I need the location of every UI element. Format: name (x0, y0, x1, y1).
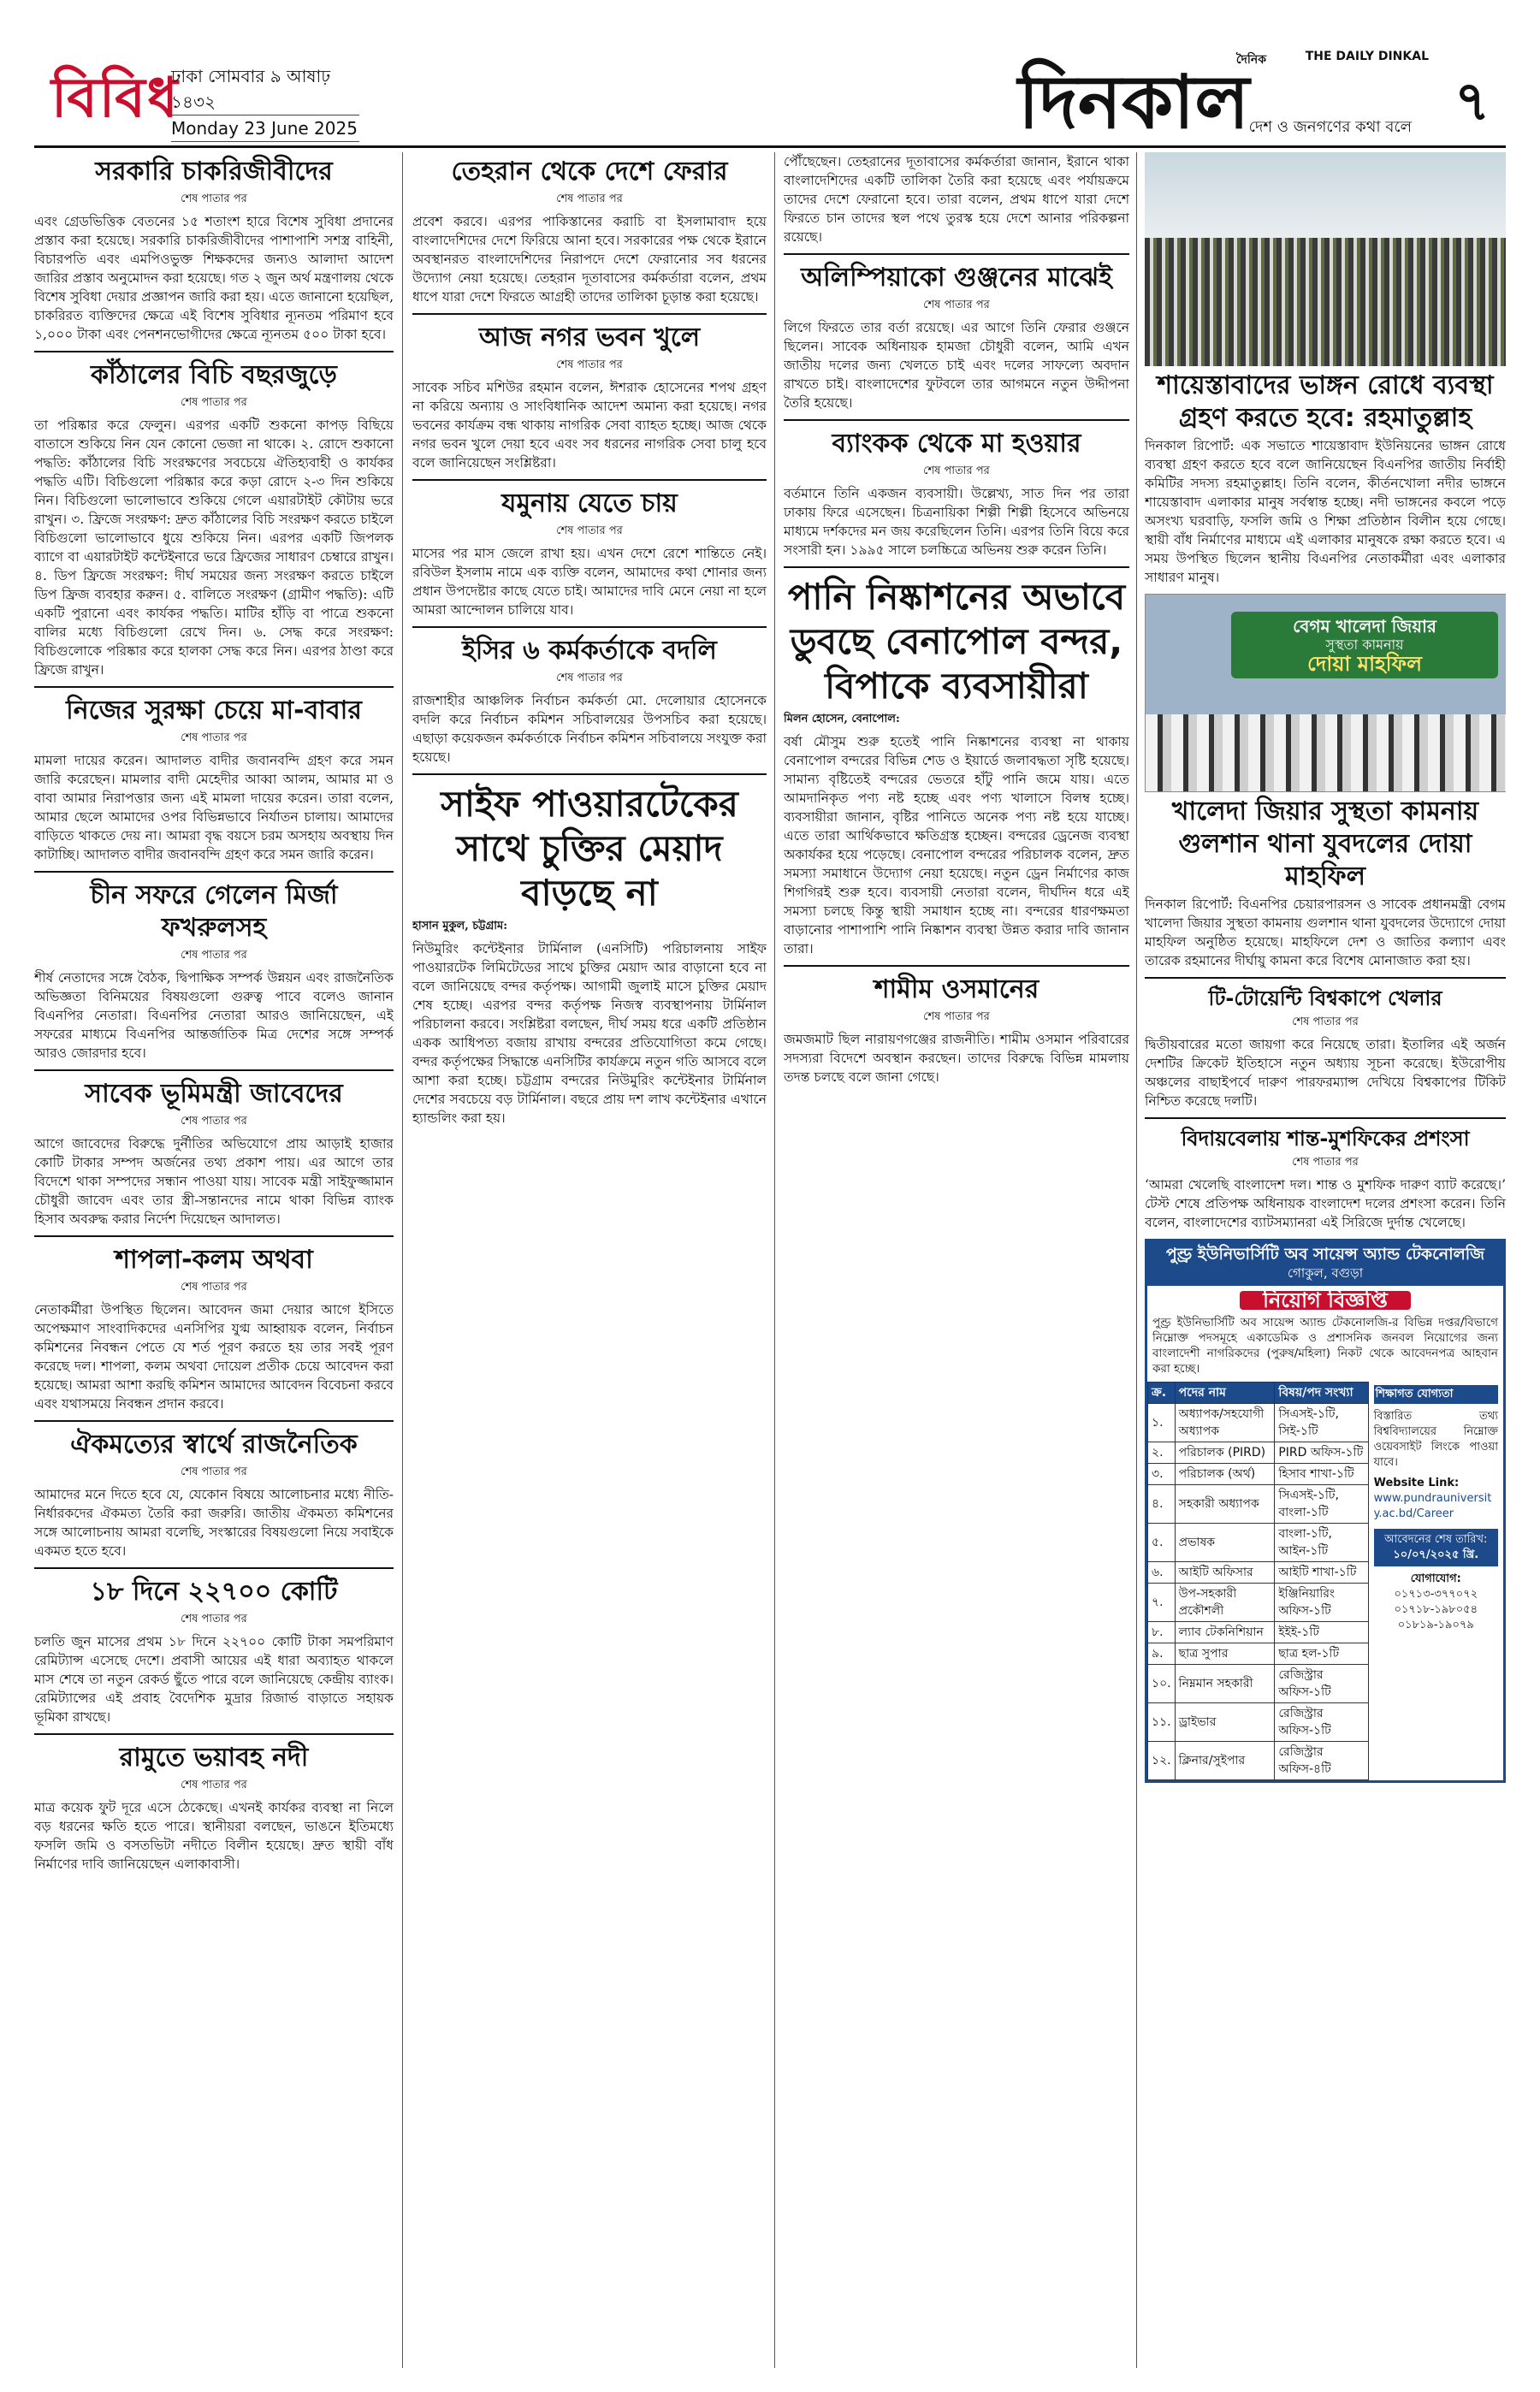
column-divider (402, 152, 403, 2368)
page-number: ৭ (1454, 70, 1490, 133)
table-cell: ৪. (1148, 1485, 1176, 1524)
table-cell: ল্যাব টেকনিশিয়ান (1175, 1622, 1275, 1643)
headline: আজ নগর ভবন খুলে (478, 323, 701, 352)
article-body: রাজশাহীর আঞ্চলিক নির্বাচন কর্মকর্তা মো. দেলোয়ার হোসেনকে বদলি করে নির্বাচন কমিশন সচিবালয়ের উপসচিব করা হয়েছে। এছাড়া কয়েকজন কর্মকর্তাকে নির্বাচন কমিশন সচিবালয়ে সংযুক্ত করা হয়েছে। (412, 693, 767, 765)
byline: শেষ পাতার পর (181, 949, 247, 962)
article-body: লিগে ফিরতে তার বর্তা রয়েছে। এর আগে তিনি ফেরার গুঞ্জনে ছিলেন। সাবেক অধিনায়ক হামজা চৌধুরী বলেন, আমি এখন জাতীয় দলের জন্য খেলতে চাই এবং দলের সাফল্যে অবদান রাখতে চাই। বাংলাদেশের ফুটবলে তার আগমনে নতুন উদ্দীপনা তৈরি হয়েছে। (784, 320, 1129, 411)
byline: শেষ পাতার পর (556, 358, 623, 371)
table-header: শিক্ষাগত যোগ্যতা (1374, 1385, 1498, 1404)
article-body: মাসের পর মাস জেলে রাখা হয়। এখন দেশে রেশে শান্তিতে নেই। রবিউল ইসলাম নামে এক ব্যক্তি বলেন, আমাদের কথা শোনার জন্য প্রধান উপদেষ্টার কাছে যেতে চাই। আমাদের দাবি মেনে নেয়া না হলে আমরা আন্দোলন চালিয়ে যাব। (412, 546, 767, 618)
article-body: দিনকাল রিপোর্ট: বিএনপির চেয়ারপারসন ও সাবেক প্রধানমন্ত্রী বেগম খালেদা জিয়ার সুস্থতা কামনায় গুলশান থানা যুবদলের উদ্যোগে দোয়া মাহফিল অনুষ্ঠিত হয়েছে। মাহফিলে দেশ ও জাতির কল্যাণ এবং তারেক রহমানের দীর্ঘায়ু কামনা করে বিশেষ মোনাজাত করা হয়। (1145, 897, 1506, 968)
table-row (1148, 1584, 1369, 1622)
table-row (1148, 1742, 1369, 1780)
table-cell: বাংলা-১টি, আইন-১টি (1275, 1524, 1368, 1562)
byline: শেষ পাতার পর (556, 672, 623, 684)
table-cell: রেজিস্ট্রার অফিস-৪টি (1275, 1742, 1368, 1780)
byline: মিলন হোসেন, বেনাপোল: (784, 713, 900, 725)
table-cell: ১২. (1148, 1742, 1176, 1780)
table-row (1148, 1442, 1369, 1464)
page-header (34, 51, 1506, 148)
date-bengali: ঢাকা সোমবার ৯ আষাঢ় ১৪৩২ (171, 63, 359, 115)
article-body: প্রবেশ করবে। এরপর পাকিস্তানের করাচি বা ইসলামাবাদ হয়ে বাংলাদেশিদের দেশে ফিরিয়ে আনা হবে। সরকারের পক্ষ থেকে ইরানে অবস্থানরত বাংলাদেশিদের নিরাপদে দেশে ফেরানোর সব ধরনের উদ্যোগ নেয়া হয়েছে। তেহরান দূতাবাসের কর্মকর্তারা বলেন, প্রথম ধাপে যারা দেশে ফিরতে আগ্রহী তাদের তালিকা চূড়ান্ত করা হয়েছে। (412, 214, 767, 305)
headline: রামুতে ভয়াবহ নদী (119, 1743, 309, 1773)
banner-line: সুস্থতা কামনায় (1325, 636, 1404, 653)
table-row (1148, 1404, 1369, 1442)
table-cell: সহকারী অধ্যাপক (1175, 1485, 1275, 1524)
headline: শামীম ওসমানের (874, 974, 1040, 1004)
table-header: বিষয়/পদ সংখ্যা (1275, 1383, 1368, 1404)
byline: শেষ পাতার পর (1292, 1156, 1359, 1169)
headline: শায়েস্তাবাদের ভাঙ্গন রোধে ব্যবস্থা গ্রহণ করতে হবে: রহমাতুল্লাহ (1157, 370, 1494, 433)
masthead-logo (1018, 46, 1429, 145)
headline: সরকারি চাকরিজীবীদের (95, 157, 333, 187)
ad-notice: নিয়োগ বিজ্ঞপ্তি (1240, 1291, 1411, 1310)
article-body: আগে জাবেদের বিরুদ্ধে দুর্নীতির অভিযোগে প্রায় আড়াই হাজার কোটি টাকার সম্পদ অর্জনের তথ্য প্রকাশ পায়। এর আগে তার বিদেশে থাকা সম্পদের সন্ধান পাওয়া যায়। সাবেক মন্ত্রী সাইফুজ্জামান চৌধুরী জাবেদ এবং তার স্ত্রী-সন্তানদের নামে থাকা বিভিন্ন ব্যাংক হিসাব অবরুদ্ধ করার নির্দেশ দিয়েছেন আদালত। (34, 1136, 394, 1227)
website-link[interactable]: www.pundrauniversity.ac.bd/Career (1373, 1492, 1492, 1520)
byline: শেষ পাতার পর (923, 299, 990, 311)
phone-number: ০১৭১৩-৩৭৭০৭২ (1394, 1588, 1478, 1601)
article-body: তা পরিষ্কার করে ফেলুন। এরপর একটি শুকনো কাপড় বিছিয়ে বাতাসে শুকিয়ে নিন যেন কোনো ভেজা না থাকে। ২. রোদে শুকানো পদ্ধতি: কাঁঠালের বিচি সংরক্ষণের সবচেয়ে ঐতিহ্যবাহী ও কার্যকর পদ্ধতি এটি। বিচিগুলো পরিষ্কার করে কড়া রোদে ২-৩ দিন শুকিয়ে নিন। বিচিগুলো ভালোভাবে শুকিয়ে গেলে এয়ারটাইট কৌটায় ভরে রাখুন। ৩. ফ্রিজে সংরক্ষণ: দ্রুত কাঁঠালের বিচি সংরক্ষণ করতে চাইলে বিচিগুলো ভালোভাবে ধুয়ে শুকিয়ে নিন। এরপর একটি জিপলক ব্যাগে বা এয়ারটাইট কন্টেইনারে ভরে ফ্রিজের সাধারণ চেম্বারে রাখুন। ৪. ডিপ ফ্রিজে সংরক্ষণ: দীর্ঘ সময়ের জন্য সংরক্ষণ করতে চাইলে ডিপ ফ্রিজ ব্যবহার করুন। ৫. বালিতে সংরক্ষণ (গ্রামীণ পদ্ধতি): এটি একটি পুরানো এবং কার্যকর পদ্ধতি। মাটির হাঁড়ি বা পাত্রে শুকনো বালির মধ্যে বিচিগুলো রেখে দিন। ৬. সেদ্ধ করে সংরক্ষণ: বিচিগুলোকে পরিষ্কার করে হালকা সেদ্ধ করে নিন। এরপর ঠাণ্ডা করে ফ্রিজে রাখুন। (34, 417, 394, 678)
table-cell: PIRD অফিস-১টি (1275, 1442, 1368, 1464)
headline: চীন সফরে গেলেন মির্জা ফখরুলসহ (90, 880, 338, 943)
deadline-label: আবেদনের শেষ তারিখ: (1384, 1533, 1488, 1546)
article-body: দ্বিতীয়বারের মতো জায়গা করে নিয়েছে তারা। ইতালির এই অর্জন দেশটির ক্রিকেট ইতিহাসে নতুন অধ্যায় সূচনা করেছে। ইউরোপীয় অঞ্চলের বাছাইপর্বে দারুণ পারফরম্যান্স দেখিয়ে বিশ্বকাপের টিকিট নিশ্চিত করেছে দলটি। (1145, 1037, 1506, 1109)
prayer-event-photo (1145, 594, 1506, 792)
article-body: ‘আমরা খেলেছি বাংলাদেশ দল। শান্ত ও মুশফিক দারুণ ব্যাট করেছে।’ টেস্ট শেষে প্রতিপক্ষ অধিনায়ক বাংলাদেশ দলের প্রশংসা করেন। তিনি বলেন, বাংলাদেশের ব্যাটসম্যানরা এই সিরিজে দুর্দান্ত খেলেছে। (1145, 1177, 1506, 1230)
table-row (1148, 1665, 1369, 1703)
phone-number: ০১৭১৮-১৯৮০৫৪ (1394, 1603, 1478, 1616)
headline: ইসির ৬ কর্মকর্তাকে বদলি (462, 636, 717, 666)
byline: শেষ পাতার পর (181, 192, 247, 205)
headline-large: সাইফ পাওয়ারটেকের সাথে চুক্তির মেয়াদ বাড়ছে না (441, 783, 738, 914)
headline: যমুনায় যেতে চায় (501, 488, 678, 518)
column-2 (412, 152, 767, 2368)
headline: কাঁঠালের বিচি বছরজুড়ে (91, 360, 337, 390)
headline: ব্যাংকক থেকে মা হওয়ার (832, 429, 1081, 459)
article-body: আমাদের মনে দিতে হবে যে, যেকোন বিষয়ে আলোচনার মধ্যে নীতি-নির্ধারকদের ঐকমত্য তৈরি করা জরুরি। জাতীয় ঐকমত্য কমিশনের সঙ্গে আলোচনায় আমরা বলেছি, সংস্কারের বিষয়গুলো নিয়ে সবাইকে একমত হতে হবে। (34, 1487, 394, 1559)
headline: তেহরান থেকে দেশে ফেরার (451, 157, 728, 187)
article-body: মামলা দায়ের করেন। আদালত বাদীর জবানবন্দি গ্রহণ করে সমন জারি করেছেন। মামলার বাদী মেহেদীর আব্বা আলম, আমার মা ও বাবা আমার নিরাপত্তার জন্য এই মামলা দায়ের করেন। তারা বলেন, আমার ছেলে আমাদের ওপর বিভিন্নভাবে নির্যাতন চালায়। আমাদের বাড়িতে থাকতে দেয় না। আমরা বৃদ্ধ বয়সে চরম অসহায় অবস্থায় দিন কাটাচ্ছি। আদালত বাদীর জবানবন্দি গ্রহণ করে সমন জারি করেন। (34, 753, 394, 862)
deadline-date: ১০/০৭/২০২৫ খ্রি. (1393, 1548, 1479, 1561)
table-cell: ৩. (1148, 1464, 1176, 1485)
byline: শেষ পাতার পর (923, 465, 990, 477)
table-cell: ক্লিনার/সুইপার (1175, 1742, 1275, 1780)
table-cell: পরিচালক (PIRD) (1175, 1442, 1275, 1464)
headline: শাপলা-কলম অথবা (115, 1245, 313, 1275)
table-cell: ড্রাইভার (1175, 1703, 1275, 1742)
headline: বিদায়বেলায় শান্ত-মুশফিকের প্রশংসা (1181, 1127, 1470, 1151)
article-body: এবং গ্রেডভিত্তিক বেতনের ১৫ শতাংশ হারে বিশেষ সুবিধা প্রদানের প্রস্তাব করা হয়েছে। সরকারি চাকরিজীবীদের পাশাপাশি সশস্ত্র বাহিনী, বিচারপতি এবং এমপিওভুক্ত শিক্ষকদের জন্যও আলাদা আদেশ জারির প্রস্তাব অনুমোদন করা হয়েছে। গত ২ জুন অর্থ মন্ত্রণালয় থেকে বিশেষ সুবিধা দেয়ার প্রজ্ঞাপন জারি করা হয়। এতে জানানো হয়েছিল, চাকরিরত ব্যক্তিদের ক্ষেত্রে এই বিশেষ সুবিধার ন্যূনতম পরিমাণ হবে ১,০০০ টাকা এবং পেনশনভোগীদের ক্ষেত্রে ন্যূনতম ৫০০ টাকা হবে। (34, 214, 394, 342)
byline: হাসান মুকুল, চট্টগ্রাম: (412, 920, 508, 933)
headline: ১৮ দিনে ২২৭০০ কোটি (90, 1577, 338, 1607)
article-body: মাত্র কয়েক ফুট দূরে এসে ঠেকেছে। এখনই কার্যকর ব্যবস্থা না নিলে বড় ধরনের ক্ষতি হতে পারে। স্থানীয়রা বলছেন, ভাঙনে ইতিমধ্যে ফসলি জমি ও বসতভিটা নদীতে বিলীন হয়েছে। দ্রুত স্থায়ী বাঁধ নির্মাণের দাবি জানিয়েছেন এলাকাবাসী। (34, 1800, 394, 1872)
logo-main: দিনকাল (1018, 60, 1250, 145)
column-divider (774, 152, 775, 2368)
headline: নিজের সুরক্ষা চেয়ে মা-বাবার (66, 696, 362, 725)
byline: শেষ পাতার পর (181, 1281, 247, 1294)
table-row (1148, 1485, 1369, 1524)
banner-line: দোয়া মাহফিল (1307, 652, 1422, 676)
headline: খালেদা জিয়ার সুস্থতা কামনায় গুলশান থানা যুবদলের দোয়া মাহফিল (1171, 796, 1479, 891)
article-body: সাবেক সচিব মশিউর রহমান বলেন, ঈশরাক হোসেনের শপথ গ্রহণ না করিয়ে অন্যায় ও সাংবিধানিক আদেশ অমান্য করা হয়েছে। নগর ভবনের কার্যক্রম বন্ধ থাকায় নাগরিক সেবা ব্যাহত হচ্ছে। আজ থেকে নগর ভবন খুলে দেয়া হবে এবং সব ধরনের নাগরিক সেবা চালু হবে বলে জানিয়েছেন সংশ্লিষ্টরা। (412, 380, 767, 471)
table-header: ক্র. (1148, 1383, 1176, 1404)
byline: শেষ পাতার পর (556, 524, 623, 537)
article-body: বর্তমানে তিনি একজন ব্যবসায়ী। উল্লেখ্য, সাত দিন পর তারা ঢাকায় ফিরে এসেছেন। চিত্রনায়িকা শিল্পী শিল্পী হিসেবে অভিনয়ে মাধ্যমে দর্শকদের মন জয় করেছিলেন তিনি। এরপর তিনি বিয়ে করে সংসারী হন। ১৯৯৫ সালে চলচ্চিত্রে অভিনয় শুরু করেন তিনি। (784, 486, 1129, 558)
rally-photo (1145, 152, 1506, 366)
phone-number: ০১৮১৯-১৯০৭৯ (1397, 1619, 1474, 1631)
event-banner (1231, 612, 1498, 678)
table-cell: ১১. (1148, 1703, 1176, 1742)
table-cell: রেজিস্ট্রার অফিস-১টি (1275, 1665, 1368, 1703)
date-english: Monday 23 June 2025 (171, 115, 359, 142)
article-body: জমজমাট ছিল নারায়ণগঞ্জের রাজনীতি। শামীম ওসমান পরিবারের সদস্যরা বিদেশে অবস্থান করছেন। তাদের বিরুদ্ধে বিভিন্ন মামলায় তদন্ত চলছে বলে জানা গেছে। (784, 1032, 1129, 1085)
table-cell: আইটি শাখা-১টি (1275, 1562, 1368, 1584)
table-cell: হিসাব শাখা-১টি (1275, 1464, 1368, 1485)
table-cell: ৯. (1148, 1643, 1176, 1665)
banner-line: বেগম খালেদা জিয়ার (1293, 616, 1436, 636)
table-cell: ছাত্র হল-১টি (1275, 1643, 1368, 1665)
table-cell: ১. (1148, 1404, 1176, 1442)
article-body: নিউমুরিং কন্টেইনার টার্মিনাল (এনসিটি) পরিচালনায় সাইফ পাওয়ারটেক লিমিটেডের সাথে চুক্তির মেয়াদ আর বাড়ানো হবে না বলে জানিয়েছে বন্দর কর্তৃপক্ষ। আগামী জুলাই মাসে চুক্তির মেয়াদ শেষ হচ্ছে। এরপর বন্দর কর্তৃপক্ষ নিজস্ব ব্যবস্থাপনায় টার্মিনাল পরিচালনা করবে। সংশ্লিষ্টরা বলছেন, দীর্ঘ সময় ধরে একটি প্রতিষ্ঠান একক আধিপত্য বজায় রাখায় বন্দরের প্রতিযোগিতা কমে গেছে। বন্দর কর্তৃপক্ষের সিদ্ধান্তে এনসিটির কার্যক্রমে নতুন গতি আসবে বলে আশা করা হচ্ছে। চট্টগ্রাম বন্দরের নিউমুরিং কন্টেইনার টার্মিনাল দেশের সবচেয়ে বড় টার্মিনাল। বছরে প্রায় দশ লাখ কন্টেইনার এখানে হ্যান্ডলিং করা হয়। (412, 941, 767, 1126)
column-4 (1145, 152, 1506, 2368)
table-cell: আইটি অফিসার (1175, 1562, 1275, 1584)
byline: শেষ পাতার পর (181, 1115, 247, 1128)
table-cell: সিএসই-১টি, সিই-১টি (1275, 1404, 1368, 1442)
table-cell: ছাত্র সুপার (1175, 1643, 1275, 1665)
table-cell: সিএসই-১টি, বাংলা-১টি (1275, 1485, 1368, 1524)
article-body: দিনকাল রিপোর্ট: এক সভাতে শায়েস্তাবাদ ইউনিয়নের ভাঙ্গন রোধে ব্যবস্থা গ্রহণ করতে হবে বলে জানিয়েছেন বিএনপির জাতীয় নির্বাহী কমিটির সদস্য রহমাতুল্লাহ। তিনি বলেন, কীর্তনখোলা নদীর ভাঙ্গনে শায়েস্তাবাদ এলাকার মানুষ সর্বস্বান্ত হচ্ছে। নদী ভাঙ্গনের কবলে পড়ে অসংখ্য ঘরবাড়ি, ফসলি জমি ও শিক্ষা প্রতিষ্ঠান বিলীন হয়ে গেছে। স্থায়ী বাঁধ নির্মাণের মাধ্যমে এই এলাকার মানুষকে রক্ষা করতে হবে। এ সময় উপস্থিত ছিলেন স্থানীয় বিএনপির নেতাকর্মীরা এবং এলাকার সাধারণ মানুষ। (1145, 438, 1506, 585)
column-divider (1136, 152, 1137, 2368)
logo-tagline: দেশ ও জনগণের কথা বলে (1248, 118, 1412, 136)
byline: শেষ পাতার পর (181, 1613, 247, 1625)
headline-large: পানি নিষ্কাশনের অভাবে ডুবছে বেনাপোল বন্দর, বিপাকে ব্যবসায়ীরা (787, 576, 1126, 707)
table-cell: পরিচালক (অর্থ) (1175, 1464, 1275, 1485)
byline: শেষ পাতার পর (923, 1010, 990, 1023)
date-box (171, 63, 359, 142)
website-label: Website Link: (1373, 1477, 1460, 1489)
article-body: শীর্ষ নেতাদের সঙ্গে বৈঠক, দ্বিপাক্ষিক সম্পর্ক উন্নয়ন এবং রাজনৈতিক অভিজ্ঞতা বিনিময়ের বিষয়গুলো গুরুত্ব পাবে বলেও জানান বিএনপির নেতারা। বিএনপির নেতারা আরও জানিয়েছেন, এই সফরের মাধ্যমে বিএনপির আন্তর্জাতিক মিত্র দেশের সঙ্গে সম্পর্ক আরও জোরদার হবে। (34, 970, 394, 1061)
table-cell: প্রভাষক (1175, 1524, 1275, 1562)
table-cell: ৬. (1148, 1562, 1176, 1584)
table-row (1148, 1622, 1369, 1643)
table-cell: রেজিস্ট্রার অফিস-১টি (1275, 1703, 1368, 1742)
table-cell: ৮. (1148, 1622, 1176, 1643)
contact-label: যোগাযোগ: (1410, 1572, 1461, 1585)
ad-side-text: বিস্তারিত তথ্য বিশ্ববিদ্যালয়ের নিম্নোক্ত ওয়েবসাইট লিংকে পাওয়া যাবে। (1373, 1410, 1498, 1469)
ad-positions-table (1147, 1382, 1369, 1780)
table-cell: নিম্নমান সহকারী (1175, 1665, 1275, 1703)
article-body: পৌঁছেছেন। তেহরানের দূতাবাসের কর্মকর্তারা জানান, ইরানে থাকা বাংলাদেশিদের একটি তালিকা তৈরি করা হয়েছে এবং পর্যায়ক্রমে তাদের দেশে ফেরানো হবে। তারা বলেন, প্রথম ধাপে যারা দেশে ফিরতে চান তাদের স্থল পথে তুরস্ক হয়ে দেশে আনার পরিকল্পনা রয়েছে। (784, 154, 1129, 245)
job-advertisement (1145, 1239, 1506, 1783)
byline: শেষ পাতার পর (556, 192, 623, 205)
column-1 (34, 152, 394, 2368)
headline: সাবেক ভূমিমন্ত্রী জাবেদের (85, 1079, 343, 1109)
table-cell: ১০. (1148, 1665, 1176, 1703)
byline: শেষ পাতার পর (181, 1779, 247, 1791)
table-cell: ৫. (1148, 1524, 1176, 1562)
ad-place: গোকুল, বগুড়া (1287, 1265, 1364, 1281)
byline: শেষ পাতার পর (181, 731, 247, 744)
ad-intro: পুণ্ড্র ইউনিভার্সিটি অব সায়েন্স অ্যান্ড টেকনোলজি-র বিভিন্ন দপ্তর/বিভাগে নিম্নোক্ত পদসমূহে একাডেমিক ও প্রশাসনিক জনবল নিয়োগের জন্য বাংলাদেশী নাগরিকদের (পুরুষ/মহিলা) নিকট থেকে আবেদনপত্র আহবান করা হচ্ছে। (1152, 1316, 1498, 1376)
article-body: বর্ষা মৌসুম শুরু হতেই পানি নিষ্কাশনের ব্যবস্থা না থাকায় বেনাপোল বন্দরের বিভিন্ন শেড ও ইয়ার্ডে জলাবদ্ধতা সৃষ্টি হয়েছে। সামান্য বৃষ্টিতেই বন্দরের ভেতরে হাঁটু পানি জমে যায়। এতে আমদানিকৃত পণ্য নষ্ট হচ্ছে এবং পণ্য খালাসে বিলম্ব হচ্ছে। ব্যবসায়ীরা জানান, বৃষ্টির পানিতে অনেক পণ্য নষ্ট হয়ে যাচ্ছে। এতে তারা আর্থিকভাবে ক্ষতিগ্রস্ত হচ্ছেন। বন্দরের ড্রেনেজ ব্যবস্থা অকার্যকর হয়ে পড়েছে। বেনাপোল বন্দরের পরিচালক বলেন, দ্রুত সমস্যা সমাধানে উদ্যোগ নেয়া হয়েছে। নতুন ড্রেন নির্মাণের কাজ শিগগিরই শুরু হবে। ব্যবসায়ী নেতারা বলেন, দীর্ঘদিন ধরে এই সমস্যা চলছে কিন্তু স্থায়ী সমাধান হচ্ছে না। বন্দরের ধারণক্ষমতা বাড়ানোর পাশাপাশি পানি নিষ্কাশন ব্যবস্থা উন্নত করার দাবি জানান তারা। (784, 734, 1129, 956)
table-cell: অধ্যাপক/সহযোগী অধ্যাপক (1175, 1404, 1275, 1442)
byline: শেষ পাতার পর (1292, 1015, 1359, 1028)
headline: অলিম্পিয়াকো গুঞ্জনের মাঝেই (801, 263, 1112, 293)
article-body: চলতি জুন মাসের প্রথম ১৮ দিনে ২২৭০০ কোটি টাকা সমপরিমাণ রেমিট্যান্স এসেছে দেশে। প্রবাসী আয়ের এই ধারা অব্যাহত থাকলে মাস শেষে তা নতুন রেকর্ড ছুঁতে পারে বলে জানিয়েছে কেন্দ্রীয় ব্যাংক। রেমিট্যান্সের এই প্রবাহ বৈদেশিক মুদ্রার রিজার্ভ বাড়াতে সহায়ক ভূমিকা রাখছে। (34, 1634, 394, 1725)
logo-prefix: দৈনিক (1235, 53, 1266, 67)
table-row (1148, 1524, 1369, 1562)
table-row (1148, 1464, 1369, 1485)
table-cell: ২. (1148, 1442, 1176, 1464)
headline: টি-টোয়েন্টি বিশ্বকাপে খেলার (1208, 986, 1442, 1010)
headline: ঐকমত্যের স্বার্থে রাজনৈতিক (70, 1430, 358, 1459)
section-title: বিবিধ (51, 67, 180, 130)
table-row (1148, 1562, 1369, 1584)
table-row (1148, 1703, 1369, 1742)
byline: শেষ পাতার পর (181, 396, 247, 409)
table-header: পদের নাম (1175, 1383, 1275, 1404)
article-body: নেতাকর্মীরা উপস্থিত ছিলেন। আবেদন জমা দেয়ার আগে ইসিতে অপেক্ষমাণ সাংবাদিকদের এনসিপির যুগ্ম আহ্বায়ক বলেন, নির্বাচন কমিশনের নিবন্ধন পেতে যে শর্ত পূরণ করতে হয় তার সবই পূরণ করেছে দল। শাপলা, কলম অথবা দোয়েল প্রতীক চেয়ে আবেদন করা হয়েছে। আমরা আশা করছি কমিশন আমাদের আবেদন বিবেচনা করবে এবং যথাসময়ে নিবন্ধন প্রদান করবে। (34, 1302, 394, 1412)
table-cell: ইঞ্জিনিয়ারিং অফিস-১টি (1275, 1584, 1368, 1622)
table-row (1148, 1643, 1369, 1665)
logo-english: THE DAILY DINKAL (1305, 50, 1429, 63)
column-3 (784, 152, 1129, 2368)
table-cell: উপ-সহকারী প্রকৌশলী (1175, 1584, 1275, 1622)
byline: শেষ পাতার পর (181, 1465, 247, 1478)
ad-title: পুণ্ড্র ইউনিভার্সিটি অব সায়েন্স অ্যান্ড টেকনোলজি (1165, 1245, 1485, 1264)
table-cell: ইইই-১টি (1275, 1622, 1368, 1643)
table-cell: ৭. (1148, 1584, 1176, 1622)
